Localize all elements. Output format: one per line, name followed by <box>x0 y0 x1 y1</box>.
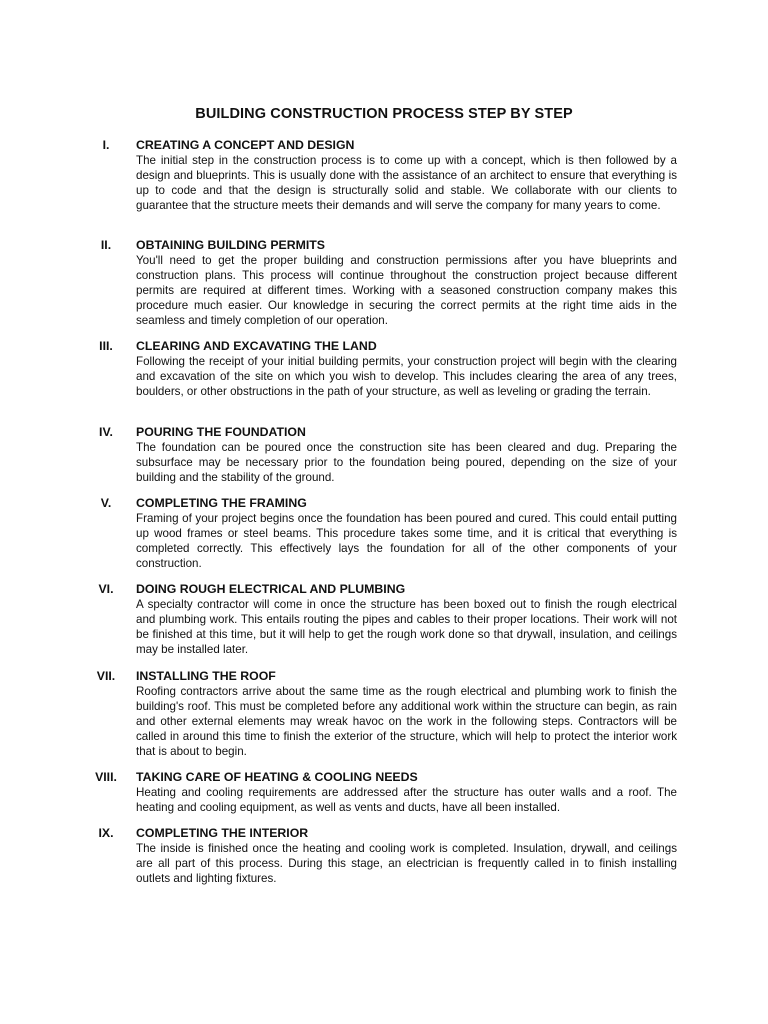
section-numeral: VI. <box>98 582 114 596</box>
section-numeral: IX. <box>98 826 114 840</box>
section-numeral: II. <box>100 238 112 252</box>
section-heading: CREATING A CONCEPT AND DESIGN <box>136 138 355 152</box>
section-heading: COMPLETING THE FRAMING <box>136 496 307 510</box>
document-title: BUILDING CONSTRUCTION PROCESS STEP BY STEP <box>195 106 573 122</box>
section-numeral: IV. <box>99 425 113 439</box>
section-body: Roofing contractors arrive about the same time as the rough electrical and plumbing work to finish the building's roof. This must be completed before any additional work within the structure can begin, as rain and other external elements may wreak havoc on the work in the following steps. Contractors will be called in around this time to finish the exterior of the structure, which will help to protect the interior work that is about to begin. <box>136 684 677 758</box>
section-heading: COMPLETING THE INTERIOR <box>136 826 309 840</box>
section-body: Heating and cooling requirements are addressed after the structure has outer walls and a roof. The heating and cooling equipment, as well as vents and ducts, have all been installed. <box>136 785 677 814</box>
section-body: Framing of your project begins once the foundation has been poured and cured. This could entail putting up wood frames or steel beams. This procedure takes some time, and it is critical that everything is completed correctly. This effectively lays the foundation for all of the other components of your construction. <box>136 511 677 570</box>
section-body: The inside is finished once the heating and cooling work is completed. Insulation, drywall, and ceilings are all part of this process. During this stage, an electrician is frequently called in to finish installing outlets and lighting fixtures. <box>136 841 677 885</box>
section-heading: OBTAINING BUILDING PERMITS <box>136 238 326 252</box>
section-body: You'll need to get the proper building and construction permissions after you have blueprints and construction plans. This process will continue throughout the construction project because different permits are required at different times. Working with a seasoned construction company makes this procedure much easier. Our knowledge in securing the correct permits at the right time aids in the seamless and timely completion of our operation. <box>136 253 677 327</box>
section-body: The initial step in the construction process is to come up with a concept, which is then followed by a design and blueprints. This is usually done with the assistance of an architect to ensure that everything is up to code and that the design is structurally solid and stable. We collaborate with our clients to guarantee that the structure meets their demands and will serve the company for many years to come. <box>136 153 677 212</box>
section-numeral: VII. <box>96 669 116 683</box>
section-numeral: V. <box>100 496 112 510</box>
section-body: Following the receipt of your initial building permits, your construction project will begin with the clearing and excavation of the site on which you wish to develop. This includes clearing the area of any trees, boulders, or other obstructions in the path of your structure, as well as leveling or grading the terrain. <box>136 354 677 398</box>
section-numeral: VIII. <box>95 770 117 784</box>
section-body: A specialty contractor will come in once the structure has been boxed out to finish the rough electrical and plumbing work. This entails routing the pipes and cables to their proper locations. Their work will not be finished at this time, but it will help to get the rough work done so that drywall, insulation, and ceilings may be installed later. <box>136 597 677 656</box>
section-numeral: I. <box>102 138 110 152</box>
section-body: The foundation can be poured once the construction site has been cleared and dug. Preparing the subsurface may be necessary prior to the foundation being poured, depending on the size of your building and the stability of the ground. <box>136 440 677 484</box>
section-heading: CLEARING AND EXCAVATING THE LAND <box>136 339 377 353</box>
section-heading: TAKING CARE OF HEATING & COOLING NEEDS <box>136 770 418 784</box>
section-numeral: III. <box>99 339 113 353</box>
section-heading: INSTALLING THE ROOF <box>136 669 276 683</box>
section-heading: DOING ROUGH ELECTRICAL AND PLUMBING <box>136 582 406 596</box>
section-heading: POURING THE FOUNDATION <box>136 425 306 439</box>
